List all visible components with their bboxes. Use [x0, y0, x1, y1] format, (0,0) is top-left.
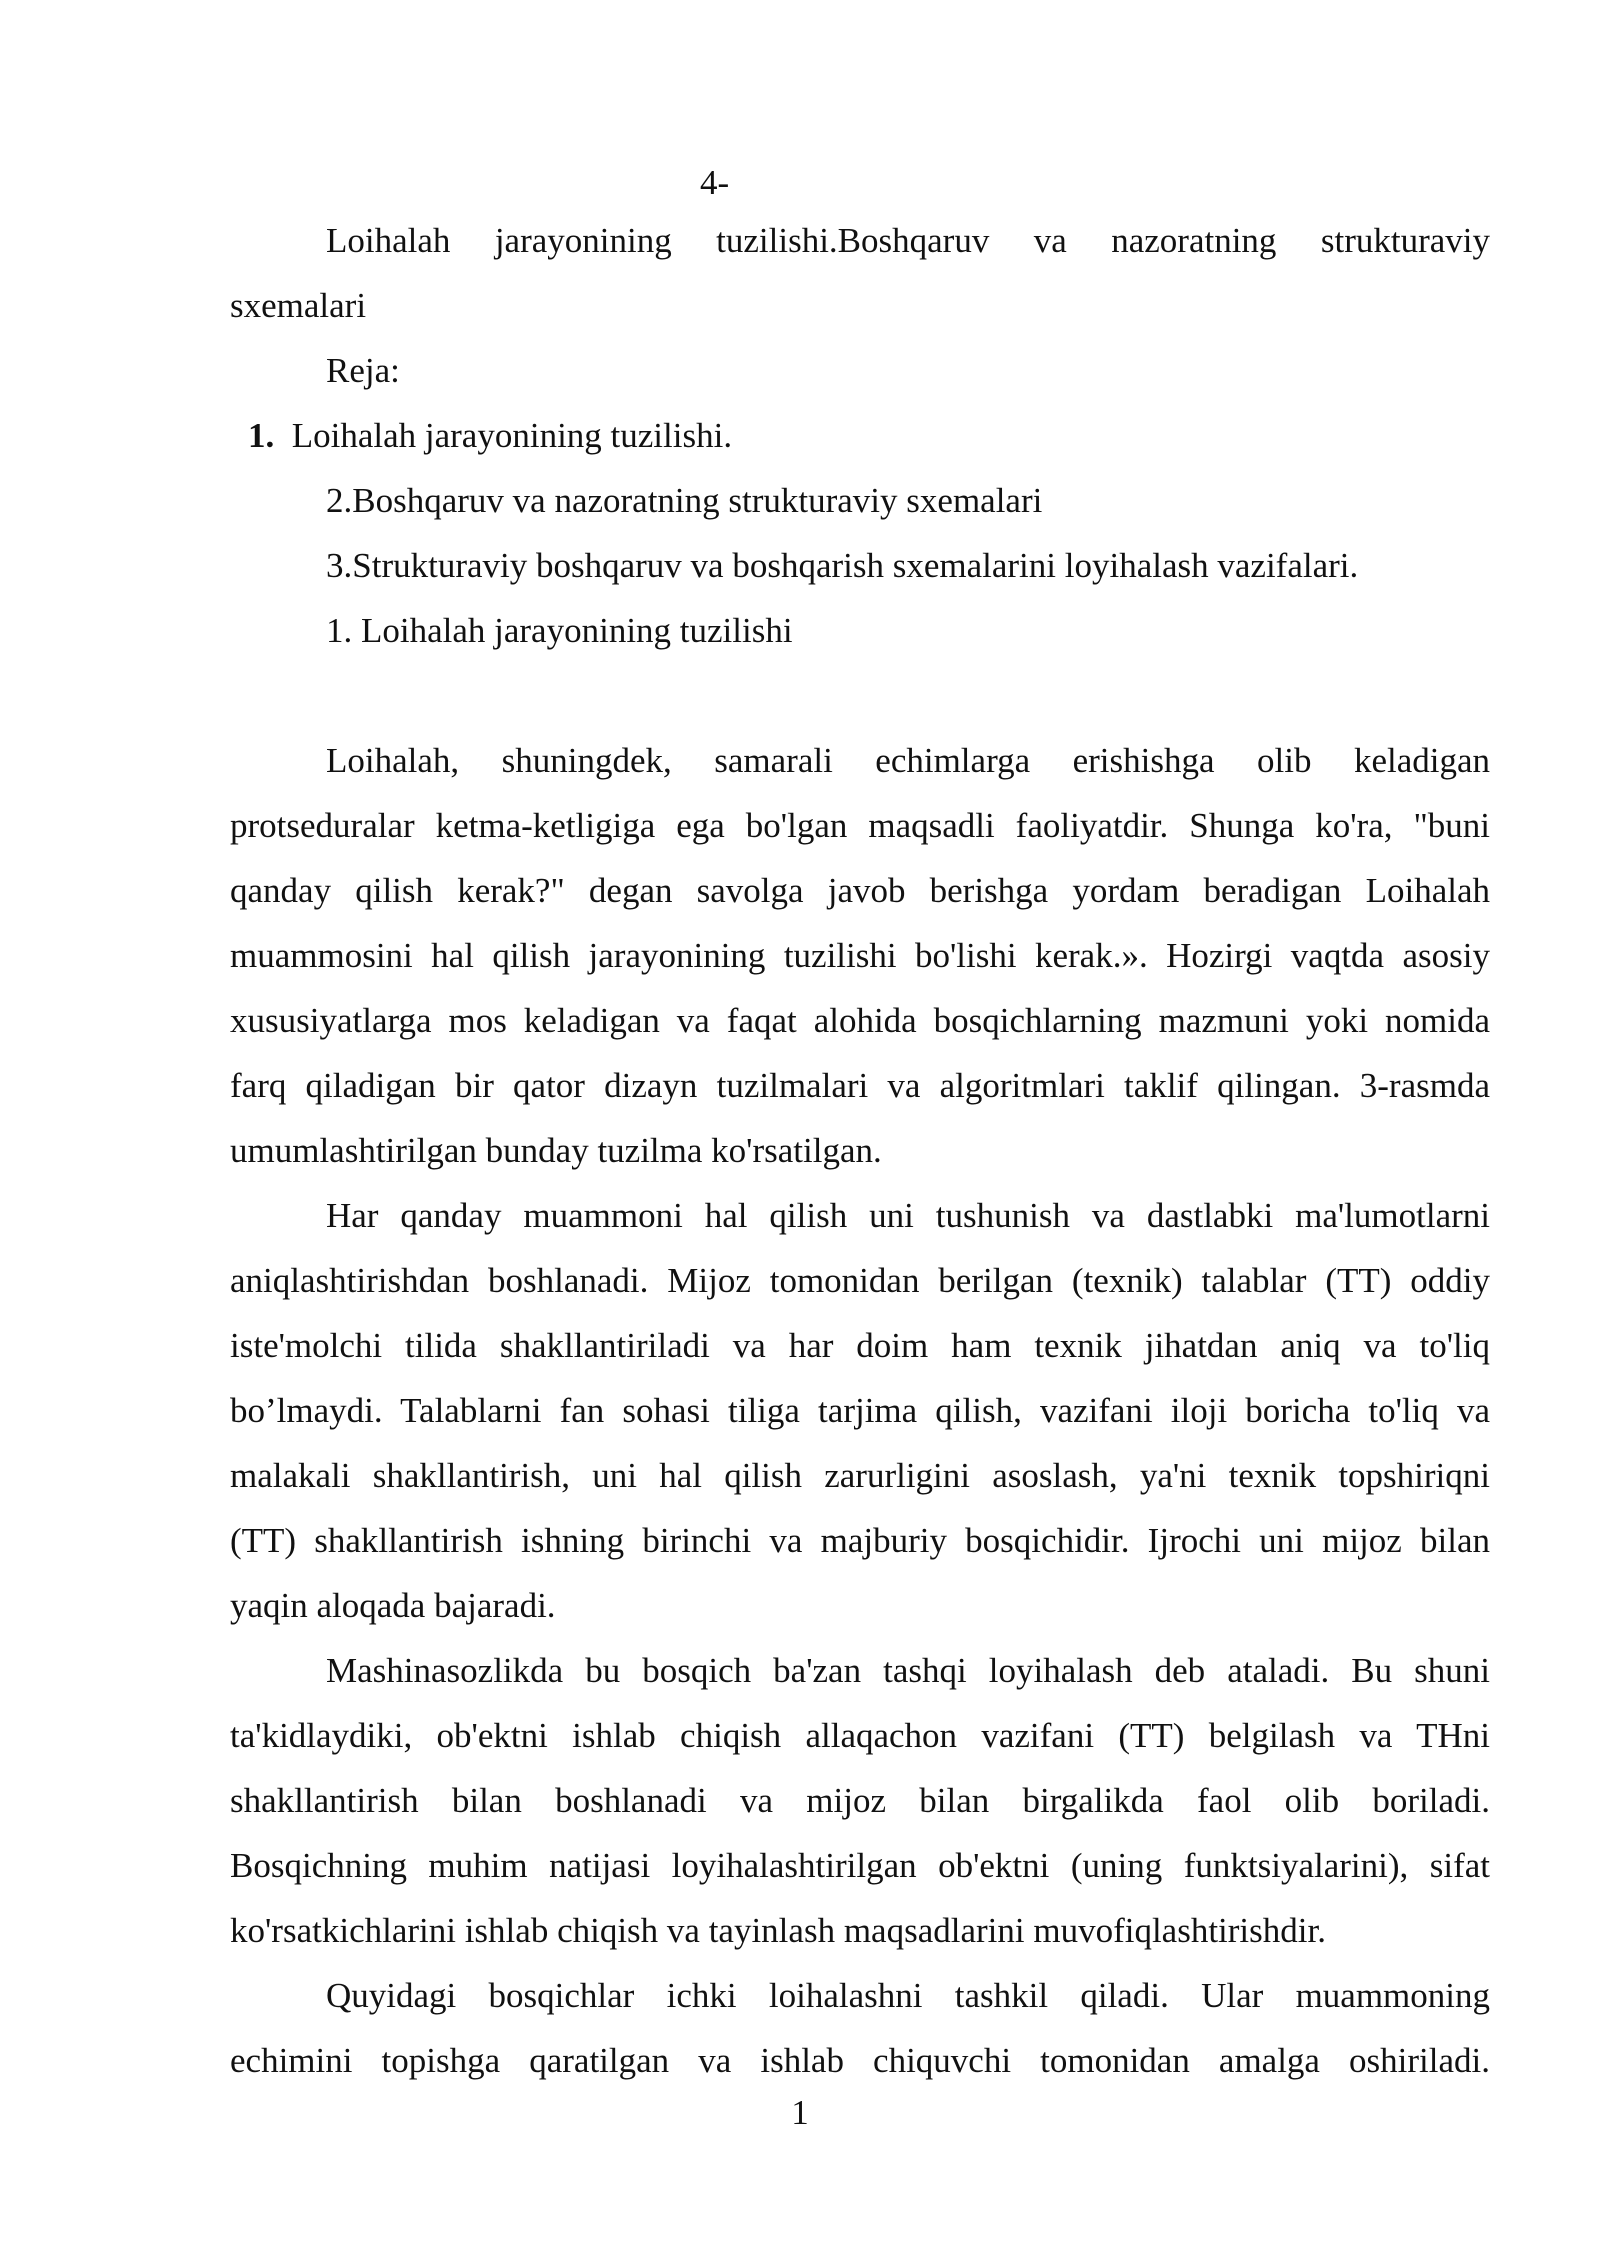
- title-line-1: Loihalah jarayonining tuzilishi.Boshqaruv va nazoratning strukturaviy: [326, 221, 1490, 260]
- paragraph-3-line: shakllantirish bilan boshlanadi va mijoz bilan birgalikda faol olib boriladi.: [230, 1781, 1490, 1820]
- paragraph-3-line: Mashinasozlikda bu bosqich ba'zan tashqi loyihalash deb ataladi. Bu shuni: [326, 1651, 1490, 1690]
- paragraph-3-line: Bosqichning muhim natijasi loyihalashtirilgan ob'ektni (uning funktsiyalarini), sifat: [230, 1846, 1490, 1885]
- paragraph-2-line: Har qanday muammoni hal qilish uni tushunish va dastlabki ma'lumotlarni: [326, 1196, 1490, 1235]
- paragraph-2-line: yaqin aloqada bajaradi.: [230, 1586, 556, 1625]
- paragraph-1-line: farq qiladigan bir qator dizayn tuzilmalari va algoritmlari taklif qilingan. 3-rasmda: [230, 1066, 1490, 1105]
- top-page-marker: 4-: [700, 163, 730, 202]
- paragraph-1-line: muammosini hal qilish jarayonining tuzilishi bo'lishi kerak.». Hozirgi vaqtda asosiy: [230, 936, 1490, 975]
- paragraph-4-line: Quyidagi bosqichlar ichki loihalashni tashkil qiladi. Ular muammoning: [326, 1976, 1490, 2015]
- paragraph-1-line: qanday qilish kerak?" degan savolga javob berishga yordam beradigan Loihalah: [230, 871, 1490, 910]
- paragraph-4-line: echimini topishga qaratilgan va ishlab chiquvchi tomonidan amalga oshiriladi.: [230, 2041, 1490, 2080]
- paragraph-2-line: malakali shakllantirish, uni hal qilish zarurligini asoslash, ya'ni texnik topshiriqni: [230, 1456, 1490, 1495]
- paragraph-2-line: bo’lmaydi. Talablarni fan sohasi tiliga tarjima qilish, vazifani iloji boricha to'liq va: [230, 1391, 1490, 1430]
- paragraph-1-line: Loihalah, shuningdek, samarali echimlarga erishishga olib keladigan: [326, 741, 1490, 780]
- paragraph-1-line: protseduralar ketma-ketligiga ega bo'lgan maqsadli faoliyatdir. Shunga ko'ra, "buni: [230, 806, 1490, 845]
- plan-item-2: 2.Boshqaruv va nazoratning strukturaviy sxemalari: [326, 481, 1043, 520]
- paragraph-3-line: ta'kidlaydiki, ob'ektni ishlab chiqish allaqachon vazifani (TT) belgilash va THni: [230, 1716, 1490, 1755]
- plan-item-3: 3.Strukturaviy boshqaruv va boshqarish sxemalarini loyihalash vazifalari.: [326, 546, 1359, 585]
- plan-item-1-text: Loihalah jarayonining tuzilishi.: [291, 416, 733, 455]
- paragraph-1-line: xususiyatlarga mos keladigan va faqat alohida bosqichlarning mazmuni yoki nomida: [230, 1001, 1490, 1040]
- paragraph-2-line: aniqlashtirishdan boshlanadi. Mijoz tomonidan berilgan (texnik) talablar (TT) oddiy: [230, 1261, 1490, 1300]
- paragraph-2-line: iste'molchi tilida shakllantiriladi va har doim ham texnik jihatdan aniq va to'liq: [230, 1326, 1490, 1365]
- page-number: 1: [791, 2093, 809, 2132]
- paragraph-2-line: (TT) shakllantirish ishning birinchi va majburiy bosqichidir. Ijrochi uni mijoz bilan: [230, 1521, 1490, 1560]
- plan-item-1-number: 1.: [248, 416, 275, 455]
- paragraph-3-line: ko'rsatkichlarini ishlab chiqish va tayinlash maqsadlarini muvofiqlashtirishdir.: [230, 1911, 1326, 1950]
- plan-item-1: [248, 403, 1508, 469]
- paragraph-1-line: umumlashtirilgan bunday tuzilma ko'rsatilgan.: [230, 1131, 882, 1170]
- title-line-2: sxemalari: [230, 286, 367, 325]
- section-heading: 1. Loihalah jarayonining tuzilishi: [326, 611, 793, 650]
- plan-label: Reja:: [326, 351, 400, 390]
